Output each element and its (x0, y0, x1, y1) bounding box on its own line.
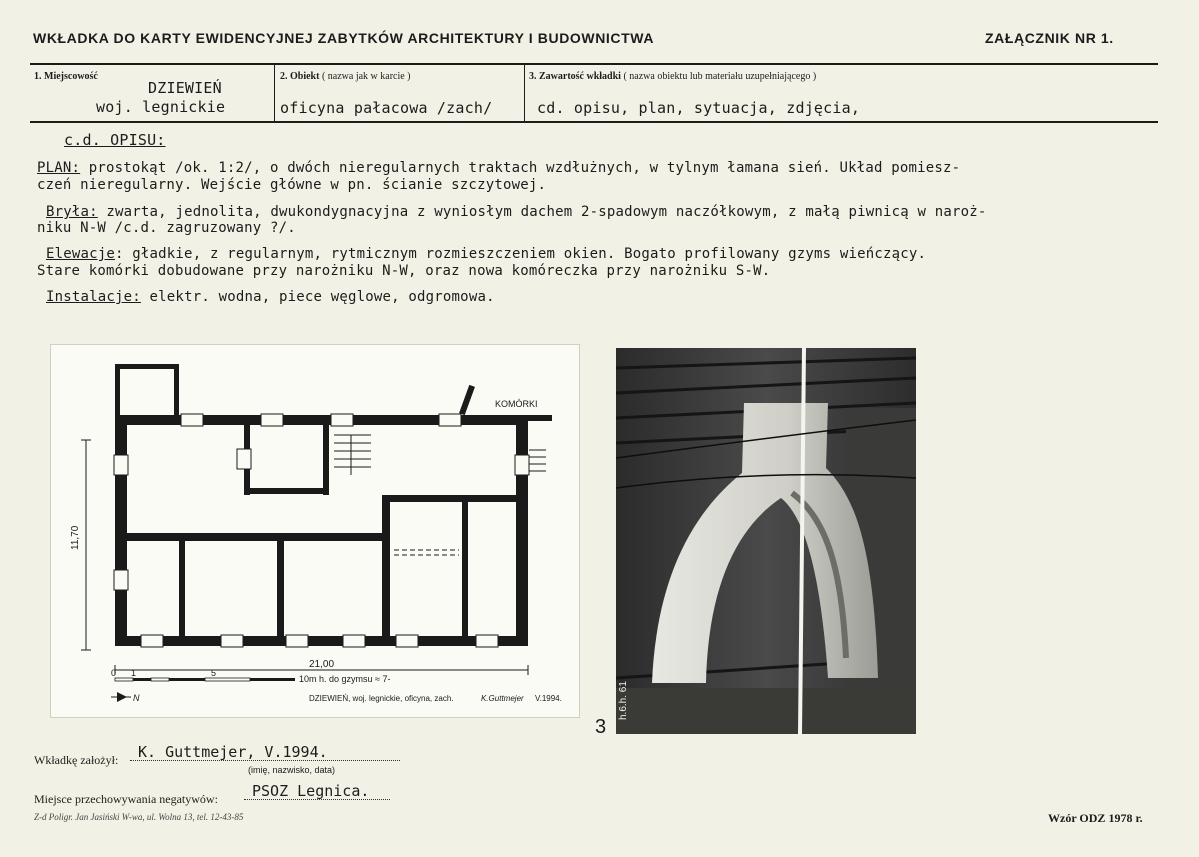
bryla-paragraph-line-2: niku N-W /c.d. zagruzowany ?/. (37, 220, 296, 236)
photo-number: 3 (595, 716, 607, 738)
attic-photograph (616, 348, 916, 734)
field-3-label: 3. Zawartość wkładki ( nazwa obiektu lub materiału uzupełniającego ) (529, 71, 817, 82)
elewacje-paragraph-line-1 (46, 246, 926, 262)
scale-5: 5 (211, 668, 217, 678)
floor-plan-svg (51, 345, 581, 719)
field-1-label: 1. Miejscowość (34, 71, 98, 82)
photo-svg (616, 348, 916, 734)
plan-wall-east (516, 415, 528, 646)
plan-paragraph-line-2: czeń nieregularny. Wejście główne w pn. ścianie szczytowej. (37, 177, 547, 193)
drawing-signature: K.Guttmejer (481, 694, 524, 703)
author-value: K. Guttmejer, V.1994. (138, 743, 328, 761)
field-divider-2 (524, 64, 525, 122)
bryla-key: Bryła: (46, 204, 98, 220)
description-heading: c.d. OPISU: (64, 131, 166, 149)
bryla-paragraph-line-1 (46, 204, 987, 220)
height-note: h. do gzymsu ≈ 7- (319, 674, 391, 684)
plan-paragraph-line-1 (37, 160, 960, 176)
plan-key: PLAN: (37, 160, 81, 176)
annex-number: ZAŁĄCZNIK NR 1. (985, 30, 1114, 46)
author-label: Wkładkę założył: (34, 753, 119, 767)
dim-vertical: 11,70 (70, 525, 81, 550)
form-model: Wzór ODZ 1978 r. (1048, 811, 1143, 825)
instalacje-paragraph (46, 289, 495, 305)
elewacje-key: Elewacje (46, 246, 116, 262)
plan-wall-south (115, 636, 527, 646)
header-bottom-rule (30, 121, 1158, 123)
drawing-caption: DZIEWIEŃ, woj. legnickie, oficyna, zach. (309, 694, 454, 703)
floor-plan-drawing (50, 344, 580, 718)
drawing-date: V.1994. (535, 694, 562, 703)
elewacje-paragraph-line-2: Stare komórki dobudowane przy narożniku N-W, oraz nowa komóreczka przy narożniku S-W. (37, 263, 771, 279)
storage-line (244, 782, 390, 800)
scale-1: 1 (131, 668, 137, 678)
instalacje-text: elektr. wodna, piece węglowe, odgromowa. (140, 289, 495, 305)
dim-horizontal: 21,00 (309, 659, 335, 670)
field-1-value-voivodeship: woj. legnickie (96, 98, 226, 116)
komorki-label: KOMÓRKI (495, 399, 538, 409)
scale-10: 10m (299, 674, 317, 684)
photo-vertical-label: h.6.h. 61 (618, 681, 629, 720)
field-3-value: cd. opisu, plan, sytuacja, zdjęcia, (537, 99, 861, 117)
scale-0: 0 (111, 668, 117, 678)
plan-text-1: prostokąt /ok. 1:2/, o dwóch nieregularnych traktach wzdłużnych, w tylnym łamana sień. Układ pomiesz- (80, 160, 961, 176)
storage-value: PSOZ Legnica. (252, 782, 370, 800)
author-line (130, 743, 400, 761)
plan-wall-north (115, 415, 527, 425)
storage-label: Miejsce przechowywania negatywów: (34, 792, 218, 806)
plan-wall-west (115, 415, 127, 646)
field-divider-1 (274, 64, 275, 122)
header-top-rule (30, 63, 1158, 65)
elewacje-text-1: : gładkie, z regularnym, rytmicznym rozmieszczeniem okien. Bogato profilowany gzyms wieńczący. (115, 246, 927, 262)
field-1-value-town: DZIEWIEŃ (148, 79, 222, 97)
field-2-value: oficyna pałacowa /zach/ (280, 99, 493, 117)
bryla-text-1: zwarta, jednolita, dwukondygnacyjna z wyniosłym dachem 2-spadowym naczółkowym, z małą piwnicą w naroż- (97, 204, 987, 220)
printer-imprint: Z-d Poligr. Jan Jasiński W-wa, ul. Wolna 13, tel. 12-43-85 (34, 812, 244, 822)
author-hint: (imię, nazwisko, data) (248, 765, 336, 775)
instalacje-key: Instalacje: (46, 289, 141, 305)
field-2-label: 2. Obiekt ( nazwa jak w karcie ) (280, 71, 411, 82)
north-label: N (133, 693, 140, 703)
form-title: WKŁADKA DO KARTY EWIDENCYJNEJ ZABYTKÓW ARCHITEKTURY I BUDOWNICTWA (33, 30, 655, 46)
